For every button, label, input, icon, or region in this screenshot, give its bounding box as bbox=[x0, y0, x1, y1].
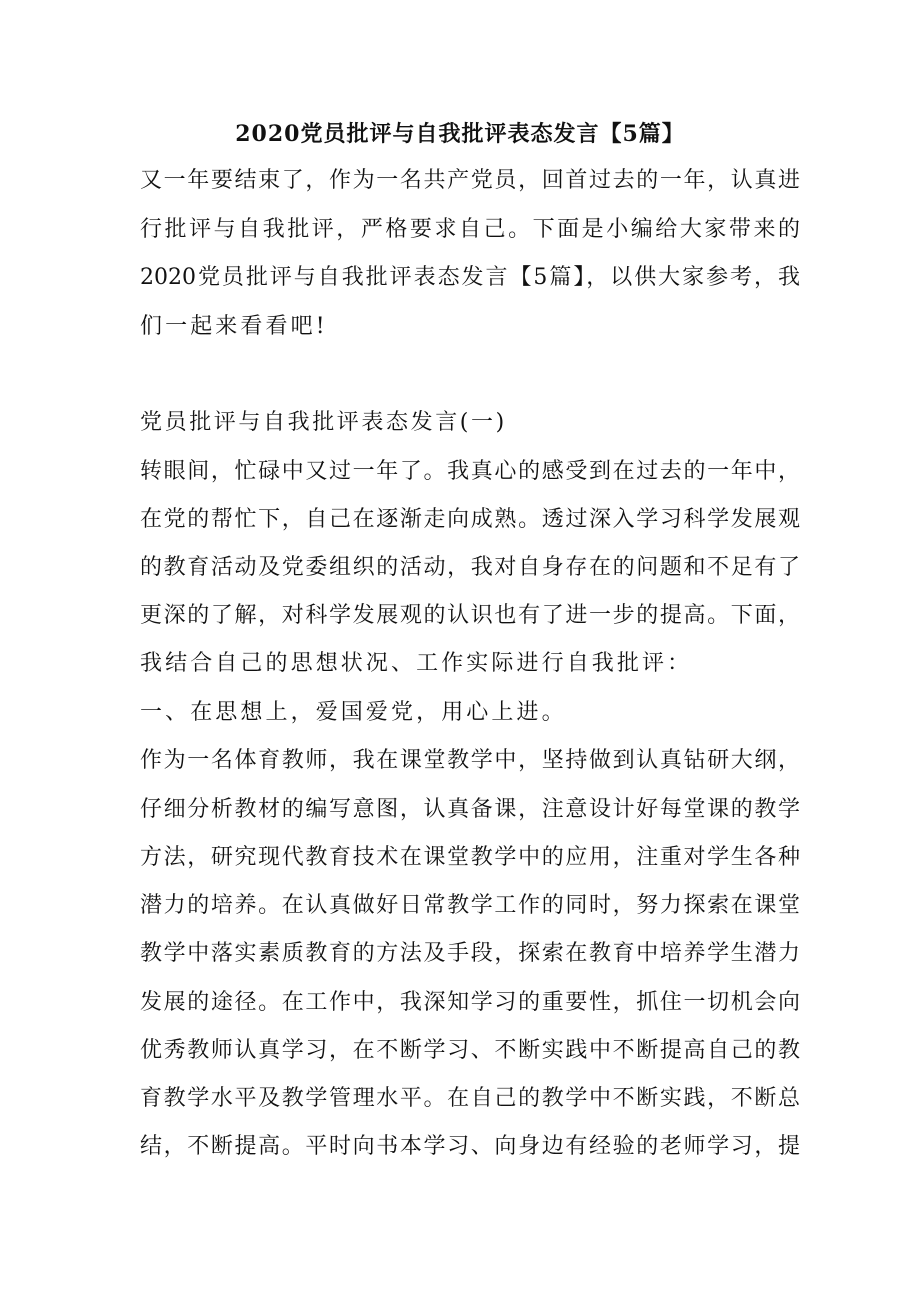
intro-line: 行批评与自我批评，严格要求自己。下面是小编给大家带来的 bbox=[140, 217, 800, 242]
paragraph-line: 结，不断提高。平时向书本学习、向身边有经验的老师学习，提 bbox=[140, 1134, 800, 1159]
paragraph-line: 的教育活动及党委组织的活动，我对自身存在的问题和不足有了 bbox=[140, 555, 800, 580]
intro-line: 2020党员批评与自我批评表态发言【5篇】，以供大家参考，我 bbox=[140, 265, 800, 290]
paragraph-line: 我结合自己的思想状况、工作实际进行自我批评： bbox=[140, 651, 693, 676]
paragraph-line: 仔细分析教材的编写意图，认真备课，注意设计好每堂课的教学 bbox=[140, 797, 800, 822]
section-heading: 党员批评与自我批评表态发言(一) bbox=[140, 410, 507, 435]
paragraph-line: 在党的帮忙下，自己在逐渐走向成熟。透过深入学习科学发展观 bbox=[140, 507, 800, 532]
paragraph-line: 转眼间，忙碌中又过一年了。我真心的感受到在过去的一年中， bbox=[140, 459, 800, 484]
document-title: 2020党员批评与自我批评表态发言【5篇】 bbox=[235, 121, 685, 147]
point-heading: 一、在思想上，爱国爱党，用心上进。 bbox=[140, 700, 567, 725]
paragraph-line: 教学中落实素质教育的方法及手段，探索在教育中培养学生潜力 bbox=[140, 941, 800, 966]
paragraph-line: 潜力的培养。在认真做好日常教学工作的同时，努力探索在课堂 bbox=[140, 893, 800, 918]
paragraph-line: 方法，研究现代教育技术在课堂教学中的应用，注重对学生各种 bbox=[140, 845, 800, 870]
paragraph-line: 更深的了解，对科学发展观的认识也有了进一步的提高。下面， bbox=[140, 603, 800, 628]
paragraph-line: 发展的途径。在工作中，我深知学习的重要性，抓住一切机会向 bbox=[140, 990, 800, 1015]
paragraph-line: 优秀教师认真学习，在不断学习、不断实践中不断提高自己的教 bbox=[140, 1038, 800, 1063]
paragraph-line: 育教学水平及教学管理水平。在自己的教学中不断实践，不断总 bbox=[140, 1086, 800, 1111]
paragraph-line: 作为一名体育教师，我在课堂教学中，坚持做到认真钻研大纲， bbox=[140, 748, 800, 773]
intro-line: 又一年要结束了，作为一名共产党员，回首过去的一年，认真进 bbox=[140, 168, 800, 193]
intro-line: 们一起来看看吧! bbox=[140, 314, 328, 339]
